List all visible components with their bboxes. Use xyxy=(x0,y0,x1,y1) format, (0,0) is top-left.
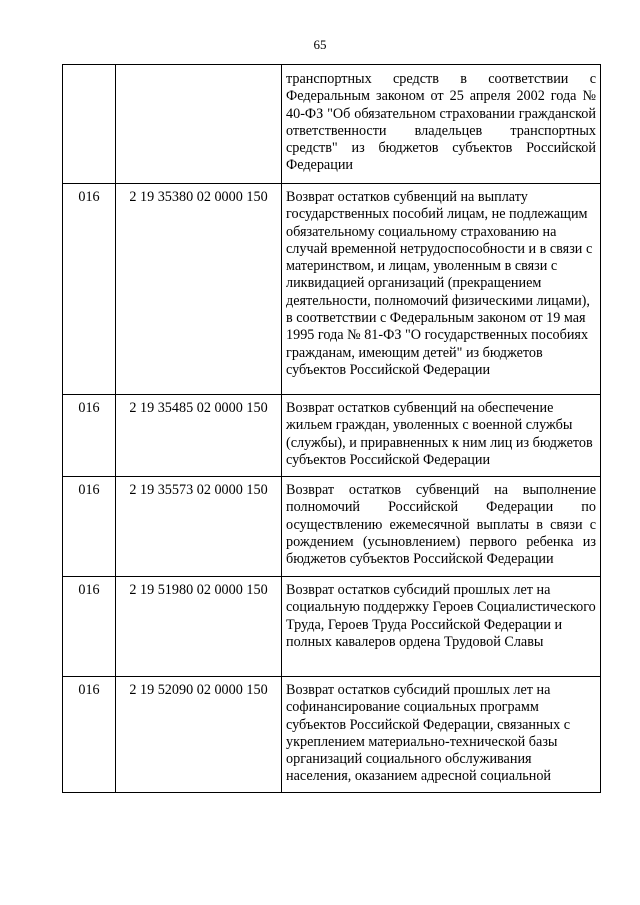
description-cell: Возврат остатков субвенций на выполнение полномочий Российской Федерации по осуществлению ежемесячной выплаты в связи с рождением (усыновлением) первого ребенка из бюджетов субъектов Российской Федерации xyxy=(282,477,601,577)
table-row xyxy=(63,65,601,184)
description-cell: Возврат остатков субвенций на выплату государственных пособий лицам, не подлежащим обязательному социальному страхованию на случай временной нетрудоспособности и в связи с материнством, и лицам, уволенным в связи с ликвидацией организаций (прекращением деятельности, полномочий физическими лицами), в соответствии с Федеральным законом от 19 мая 1995 года № 81-ФЗ "О государственных пособиях гражданам, имеющим детей" из бюджетов субъектов Российской Федерации xyxy=(282,184,601,395)
admin-code-cell: 016 xyxy=(63,577,116,677)
admin-code-cell: 016 xyxy=(63,677,116,793)
table-row xyxy=(63,395,601,477)
kbk-cell: 2 19 52090 02 0000 150 xyxy=(116,677,282,793)
budget-codes-table xyxy=(62,64,601,793)
kbk-cell: 2 19 35573 02 0000 150 xyxy=(116,477,282,577)
admin-code-cell: 016 xyxy=(63,184,116,395)
kbk-cell: 2 19 35380 02 0000 150 xyxy=(116,184,282,395)
table-row xyxy=(63,677,601,793)
page-number: 65 xyxy=(313,37,327,52)
description-cell: Возврат остатков субсидий прошлых лет на социальную поддержку Героев Социалистического Труда, Героев Труда Российской Федерации и полных кавалеров ордена Трудовой Славы xyxy=(282,577,601,677)
admin-code-cell: 016 xyxy=(63,395,116,477)
kbk-cell: 2 19 35485 02 0000 150 xyxy=(116,395,282,477)
admin-code-cell: 016 xyxy=(63,477,116,577)
description-cell: Возврат остатков субсидий прошлых лет на софинансирование социальных программ субъектов Российской Федерации, связанных с укреплением материально-технической базы организаций социального обслуживания населения, оказанием адресной социальной xyxy=(282,677,601,793)
description-cell: Возврат остатков субвенций на обеспечение жильем граждан, уволенных с военной службы (службы), и приравненных к ним лиц из бюджетов субъектов Российской Федерации xyxy=(282,395,601,477)
description-cell: транспортных средств в соответствии с Федеральным законом от 25 апреля 2002 года № 40-ФЗ "Об обязательном страховании гражданской ответственности владельцев транспортных средств" из бюджетов субъектов Российской Федерации xyxy=(282,65,601,184)
kbk-cell xyxy=(116,65,282,184)
table-row xyxy=(63,577,601,677)
admin-code-cell xyxy=(63,65,116,184)
table-row xyxy=(63,184,601,395)
table-row xyxy=(63,477,601,577)
kbk-cell: 2 19 51980 02 0000 150 xyxy=(116,577,282,677)
